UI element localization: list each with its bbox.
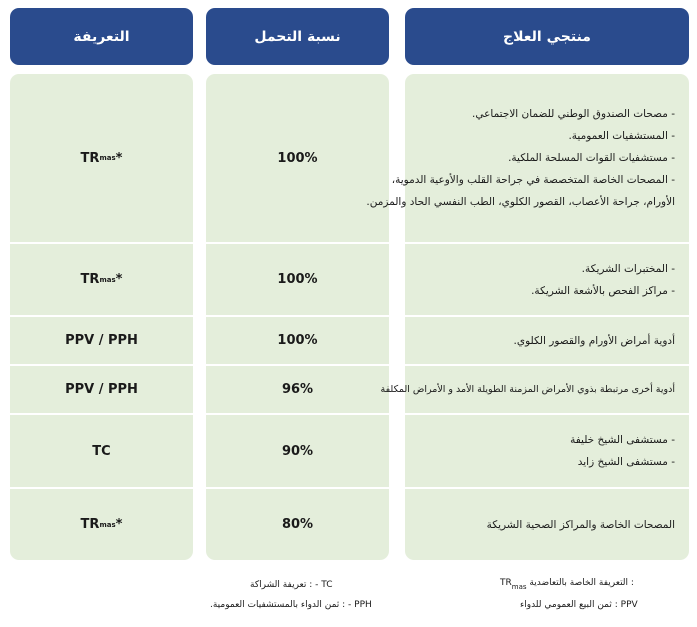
tariff-asterisk: *	[115, 517, 123, 532]
provider-line: - المستشفيات العمومية.	[568, 130, 675, 142]
provider-line: الأورام، جراحة الأعصاب، القصور الكلوي، الطب النفسي الحاد والمزمن.	[366, 196, 675, 208]
legend-tr-code	[500, 578, 527, 591]
providers-cell	[405, 317, 689, 364]
provider-line: - مراكز الفحص بالأشعة الشريكة.	[531, 284, 675, 297]
tariff-asterisk: *	[115, 150, 123, 166]
provider-line: أدوية أمراض الأورام والقصور الكلوي.	[513, 334, 675, 347]
providers-cell	[405, 489, 689, 560]
header-tariff: التعريفة	[10, 8, 193, 65]
legend-tc: TC - : تعريفة الشراكة	[250, 580, 333, 590]
tariff-cell	[10, 74, 193, 242]
provider-line: - مصحات الصندوق الوطني للضمان الاجتماعي.	[472, 108, 675, 120]
tariff-cell	[10, 489, 193, 560]
tariff-column	[10, 74, 193, 560]
tariff-code: TR	[80, 150, 100, 166]
coverage-column	[206, 74, 389, 560]
legend-ppv: PPV : ثمن البيع العمومي للدواء	[520, 600, 638, 610]
tariff-code: TR	[80, 517, 100, 532]
coverage-cell: 100%	[277, 333, 318, 348]
tariff-code: PPV / PPH	[65, 382, 138, 397]
coverage-cell: 80%	[281, 517, 314, 532]
providers-cell	[366, 74, 689, 242]
tariff-asterisk: *	[115, 272, 123, 287]
legend-tr-main: TR	[500, 578, 512, 588]
coverage-cell: 100%	[277, 150, 318, 166]
tariff-subscript: mas	[99, 520, 116, 529]
tariff-code: PPV / PPH	[65, 333, 138, 348]
provider-line: - مستشفيات القوات المسلحة الملكية.	[508, 152, 675, 164]
providers-cell	[405, 415, 689, 487]
coverage-cell: 90%	[281, 443, 314, 459]
tariff-cell	[10, 366, 193, 413]
providers-column	[366, 74, 689, 560]
tariff-cell	[10, 244, 193, 315]
provider-line: - المصحات الخاصة المتخصصة في جراحة القلب والأوعية الدموية،	[391, 174, 675, 186]
provider-line: - المختبرات الشريكة.	[581, 262, 675, 275]
provider-line: أدوية أخرى مرتبطة بذوي الأمراض المزمنة الطويلة الأمد و الأمراض المكلفة	[380, 383, 675, 395]
provider-line: - مستشفى الشيخ خليفة	[570, 434, 675, 446]
legend-pph: PPH - : ثمن الدواء بالمستشفيات العمومية.	[210, 600, 372, 610]
tariff-subscript: mas	[99, 275, 116, 284]
coverage-cell: 96%	[281, 382, 314, 397]
header-coverage: نسبة التحمل	[206, 8, 389, 65]
provider-line: - مستشفى الشيخ زايد	[577, 456, 675, 468]
tariff-code: TC	[92, 443, 111, 459]
tariff-subscript: mas	[99, 154, 116, 162]
tariff-cell	[10, 317, 193, 364]
legend-tr-sub: mas	[511, 583, 527, 591]
header-providers: منتجي العلاج	[405, 8, 689, 65]
tariff-cell	[10, 415, 193, 487]
legend-tr	[500, 578, 634, 591]
legend-tr-text: : التعريفة الخاصة بالتعاضدية	[529, 578, 634, 588]
provider-line: المصحات الخاصة والمراكز الصحية الشريكة	[486, 518, 675, 531]
providers-cell	[405, 244, 689, 315]
tariff-code: TR	[80, 272, 100, 287]
coverage-cell: 100%	[277, 272, 318, 287]
providers-cell	[380, 366, 689, 413]
